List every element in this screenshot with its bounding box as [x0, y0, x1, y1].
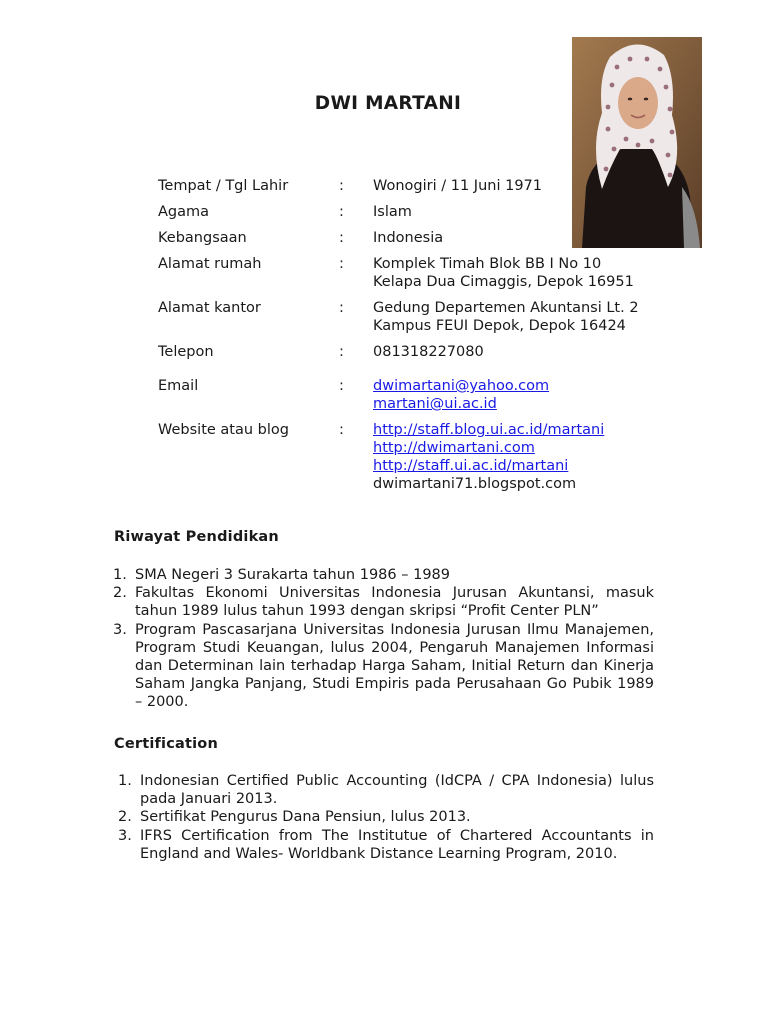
certification-heading: Certification	[114, 736, 218, 752]
education-item	[113, 566, 654, 584]
education-list	[113, 566, 654, 712]
website-blogspot-text: dwimartani71.blogspot.com	[373, 476, 577, 492]
item-text: Program Pascasarjana Universitas Indonesia Jurusan Ilmu Manajemen, Program Studi Keuangan, lulus 2004, Pengaruh Manajemen Informasi dan Determinan lain terhadap Harga Saham, Initial Return dan Kinerja Saham Jangka Panjang, Studi Empiris pada Perusahaan Go Pubik 1989 – 2000.	[135, 621, 654, 711]
certification-item	[118, 808, 654, 826]
item-text: IFRS Certification from The Institutue of Chartered Accountants in England and Wales- Worldbank Distance Learning Program, 2010.	[140, 827, 654, 862]
education-item	[113, 621, 654, 712]
website-link-dwimartani[interactable]: http://dwimartani.com	[373, 440, 535, 456]
profile-colon: :	[339, 178, 344, 194]
value-line: Islam	[373, 204, 412, 220]
profile-photo-image	[572, 37, 702, 248]
website-link-staff-blog[interactable]: http://staff.blog.ui.ac.id/martani	[373, 422, 605, 438]
profile-colon: :	[339, 344, 344, 360]
profile-label-office-address: Alamat kantor	[158, 300, 261, 316]
profile-value-website	[373, 421, 604, 493]
item-number: 1.	[113, 567, 127, 583]
item-text: Sertifikat Pengurus Dana Pensiun, lulus 2013.	[140, 809, 471, 826]
item-text: Fakultas Ekonomi Universitas Indonesia Jurusan Akuntansi, masuk tahun 1989 lulus tahun 1993 dengan skripsi “Profit Center PLN”	[135, 585, 654, 620]
certification-item	[118, 772, 654, 808]
profile-value-nationality	[373, 229, 443, 247]
value-line: Wonogiri / 11 Juni 1971	[373, 178, 543, 194]
profile-value-home-address	[373, 255, 634, 291]
profile-label-email: Email	[158, 378, 199, 394]
profile-label-nationality: Kebangsaan	[158, 230, 247, 246]
profile-colon: :	[339, 378, 344, 394]
item-number: 1.	[118, 773, 132, 789]
item-number: 3.	[113, 621, 127, 638]
profile-colon: :	[339, 256, 344, 272]
value-line: Gedung Departemen Akuntansi Lt. 2	[373, 300, 639, 316]
profile-colon: :	[339, 230, 344, 246]
profile-value-office-address	[373, 299, 639, 335]
profile-label-religion: Agama	[158, 204, 210, 220]
website-link-staff[interactable]: http://staff.ui.ac.id/martani	[373, 458, 569, 474]
profile-label-website: Website atau blog	[158, 422, 289, 438]
profile-label-home-address: Alamat rumah	[158, 256, 262, 272]
value-line: Kampus FEUI Depok, Depok 16424	[373, 318, 626, 334]
profile-colon: :	[339, 422, 344, 438]
profile-value-religion	[373, 203, 412, 221]
email-link-ui[interactable]: martani@ui.ac.id	[373, 396, 497, 412]
profile-label-birth: Tempat / Tgl Lahir	[158, 178, 289, 194]
value-line: Indonesia	[373, 230, 444, 246]
item-text: Indonesian Certified Public Accounting (IdCPA / CPA Indonesia) lulus pada Januari 2013.	[140, 773, 654, 808]
value-line: Kelapa Dua Cimaggis, Depok 16951	[373, 274, 634, 290]
profile-colon: :	[339, 300, 344, 316]
profile-value-phone	[373, 343, 484, 361]
value-line: 081318227080	[373, 344, 484, 360]
certification-list	[118, 772, 654, 863]
item-number: 2.	[118, 809, 132, 826]
profile-colon: :	[339, 204, 344, 220]
email-link-yahoo[interactable]: dwimartani@yahoo.com	[373, 378, 550, 394]
cv-name: DWI MARTANI	[314, 93, 462, 114]
item-number: 3.	[118, 827, 132, 844]
profile-label-phone: Telepon	[158, 344, 214, 360]
certification-item	[118, 827, 654, 863]
education-item	[113, 584, 654, 620]
item-text: SMA Negeri 3 Surakarta tahun 1986 – 1989	[135, 567, 450, 583]
item-number: 2.	[113, 585, 127, 602]
value-line: Komplek Timah Blok BB I No 10	[373, 256, 602, 272]
profile-value-email	[373, 377, 549, 413]
profile-photo	[572, 37, 702, 248]
education-heading: Riwayat Pendidikan	[114, 529, 279, 545]
profile-value-birth	[373, 177, 542, 195]
